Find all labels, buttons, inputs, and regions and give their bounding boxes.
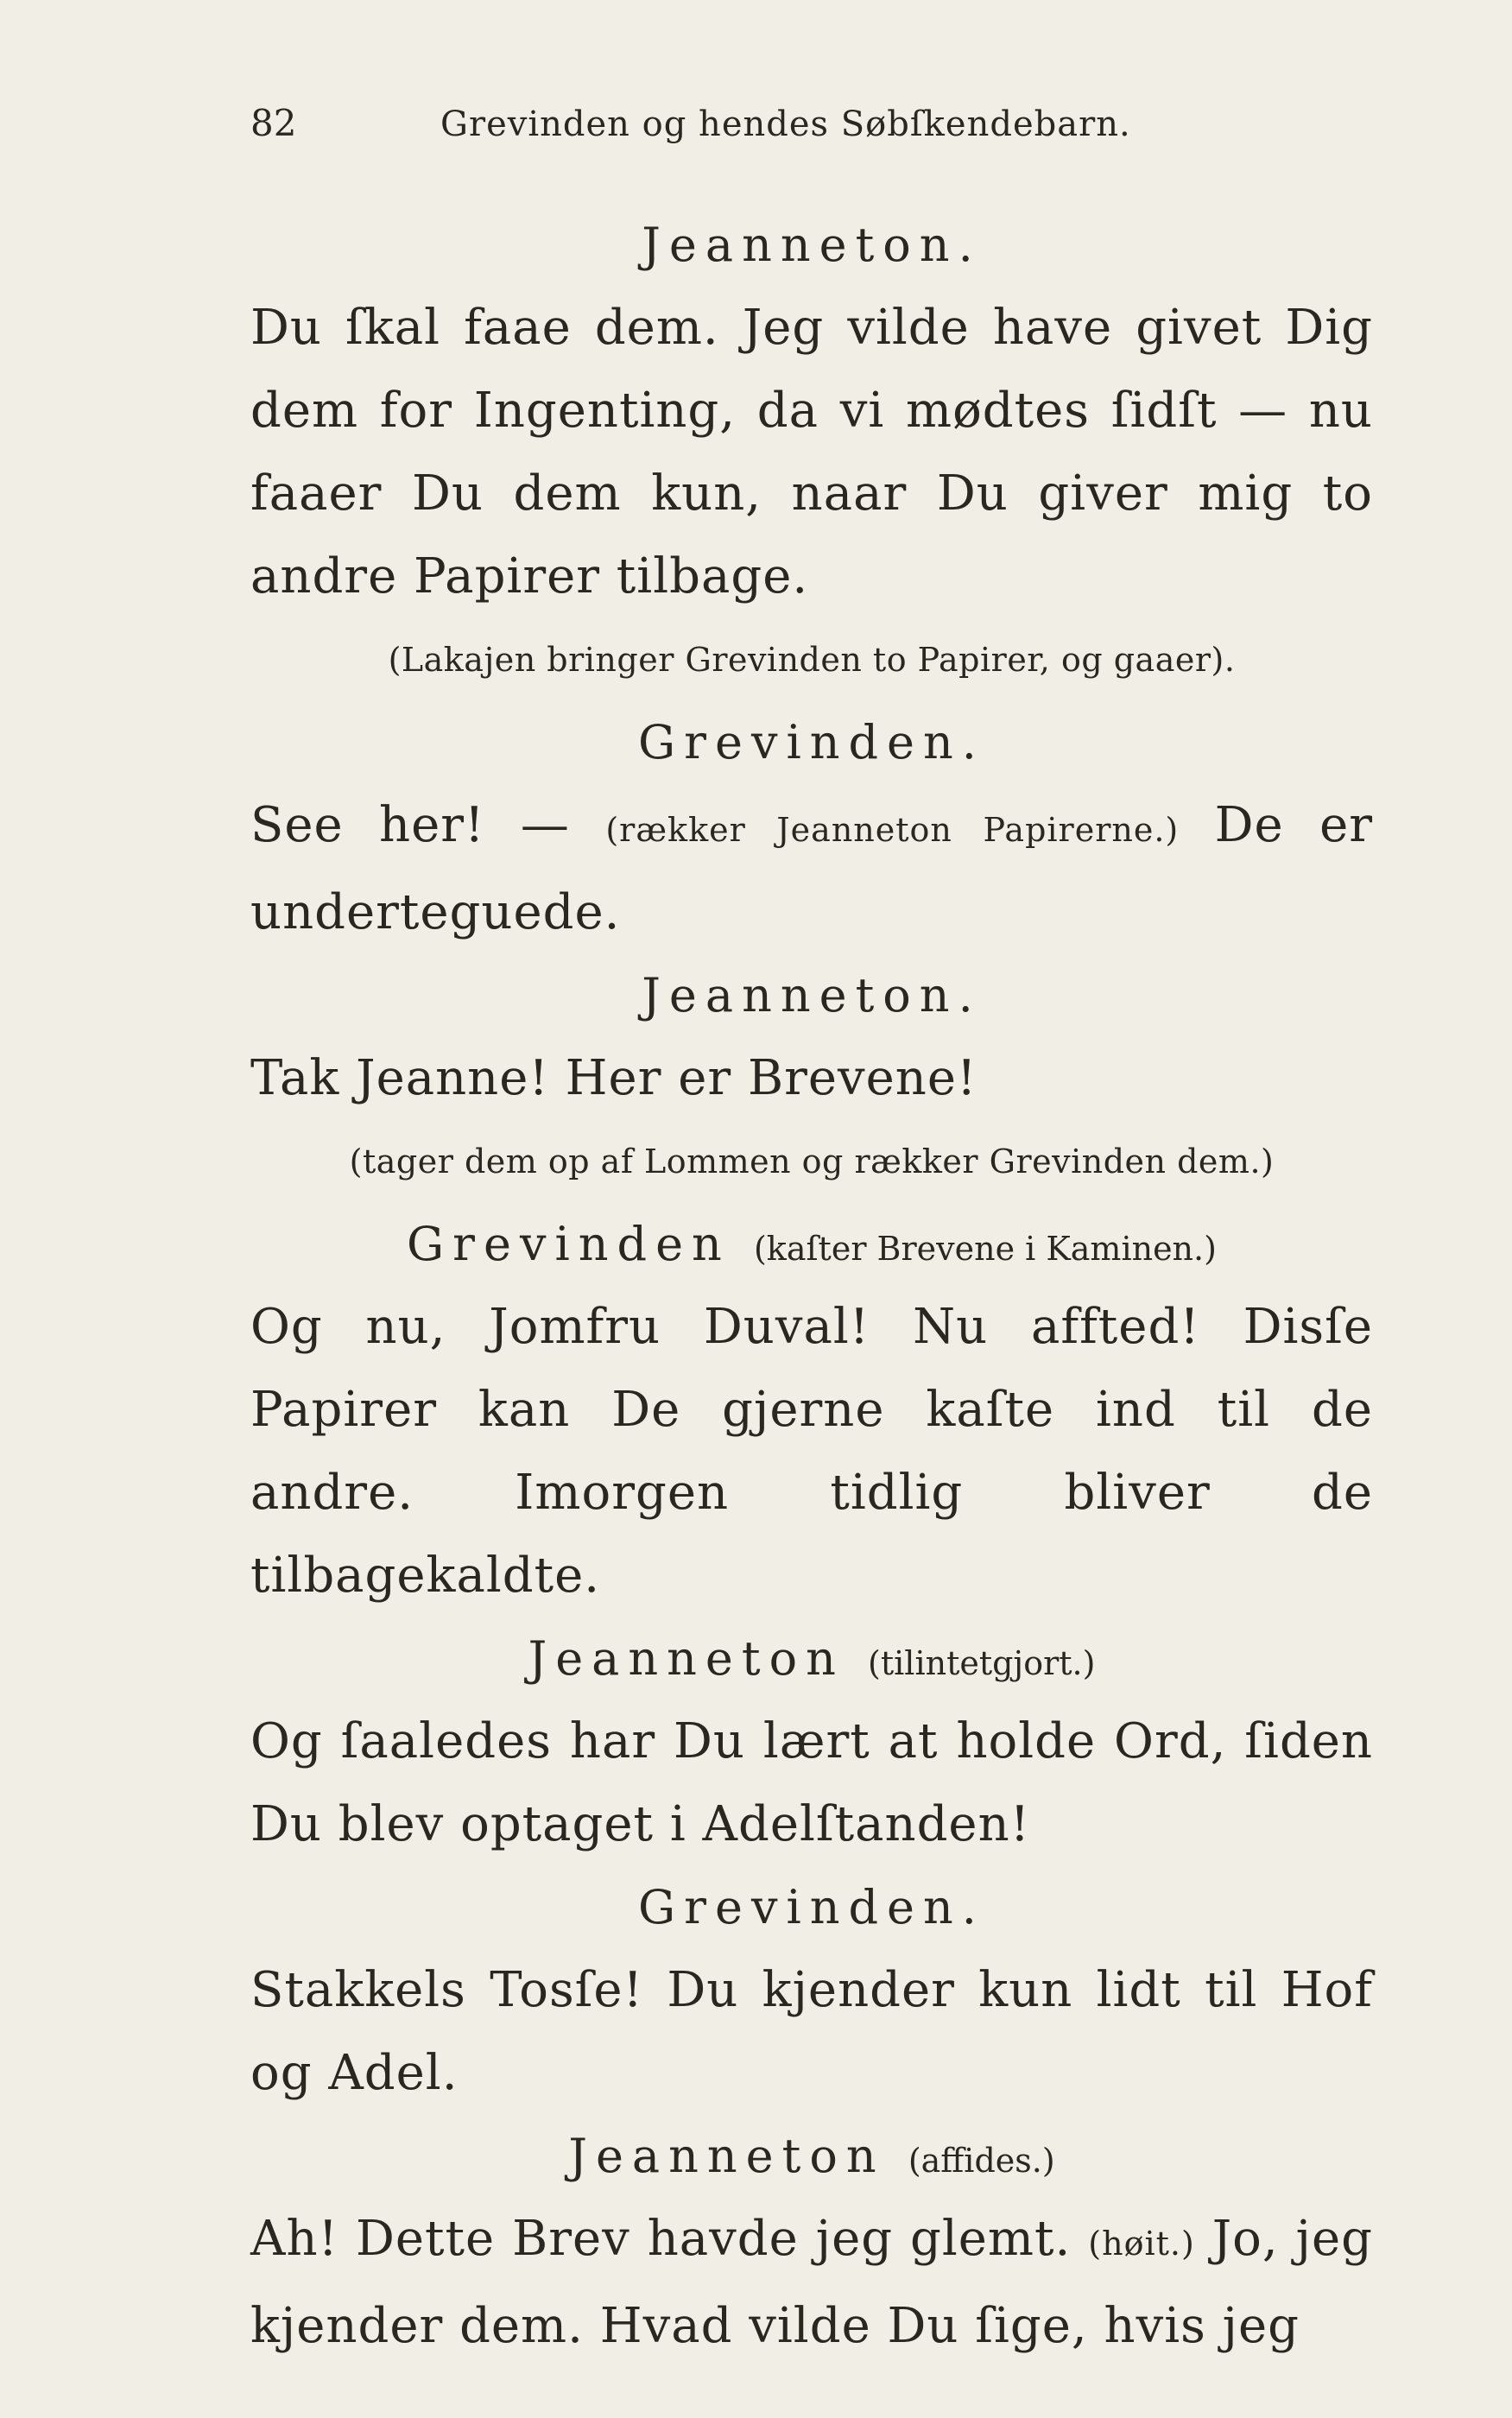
- speaker-line: [250, 1203, 1373, 1286]
- speaker-line: [250, 1617, 1373, 1700]
- inline-stage-direction: (rækker Jeanneton Papirerne.): [605, 811, 1180, 849]
- speaker-name: Grevinden.: [638, 1880, 985, 1934]
- speaker-name: Jeanneton.: [642, 968, 982, 1022]
- dialogue-paragraph: Og ſaaledes har Du lært at holde Ord, ſiden Du blev optaget i Adelſtanden!: [250, 1713, 1373, 1852]
- speaker-stage-direction: (affides.): [908, 2142, 1055, 2180]
- speaker-name: Jeanneton: [528, 1631, 845, 1686]
- running-title: Grevinden og hendes Søbſkendebarn.: [440, 104, 1131, 144]
- dialogue-paragraph: Og nu, Jomfru Duval! Nu affted! Disſe Papirer kan De gjerne kaſte ind til de andre. Imorgen tidlig bliver de tilbagekaldte.: [250, 1299, 1373, 1604]
- speaker-line: [250, 2115, 1373, 2198]
- stage-direction: (Lakajen bringer Grevinden to Papirer, og gaaer).: [388, 641, 1236, 679]
- speaker-stage-direction: (tilintetgjort.): [868, 1644, 1096, 1682]
- dialogue-paragraph: [250, 784, 1373, 954]
- dialogue-text: Ah! Dette Brev havde jeg glemt.: [250, 2211, 1072, 2267]
- speaker-stage-direction: (kaſter Brevene i Kaminen.): [753, 1230, 1217, 1268]
- page-number: 82: [250, 102, 297, 144]
- dialogue-text: See her! —: [250, 797, 570, 853]
- dialogue-paragraph: Du ſkal faae dem. Jeg vilde have givet Dig dem for Ingenting, da vi mødtes ſidſt — nu faaer Du dem kun, naar Du giver mig to andre Papirer tilbage.: [250, 300, 1373, 604]
- dialogue-paragraph: Tak Jeanne! Her er Brevene!: [250, 1050, 977, 1106]
- dialogue-text: De er underteguede.: [250, 797, 1373, 940]
- speaker-name: Grevinden.: [638, 715, 985, 769]
- dialogue-paragraph: Stakkels Tosſe! Du kjender kun lidt til Hof og Adel.: [250, 1962, 1373, 2101]
- inline-stage-direction: (høit.): [1088, 2225, 1195, 2263]
- dialogue-text: Jo, jeg kjender dem. Hvad vilde Du ſige, hvis jeg: [250, 2211, 1373, 2354]
- speaker-name: Jeanneton: [568, 2129, 885, 2183]
- page-body: [250, 204, 1373, 2368]
- page-header: [250, 102, 1374, 144]
- speaker-name: Jeanneton.: [642, 218, 982, 272]
- speaker-name: Grevinden: [407, 1217, 731, 1271]
- dialogue-paragraph: [250, 2198, 1373, 2368]
- stage-direction: (tager dem op af Lommen og rækker Grevinden dem.): [349, 1143, 1275, 1181]
